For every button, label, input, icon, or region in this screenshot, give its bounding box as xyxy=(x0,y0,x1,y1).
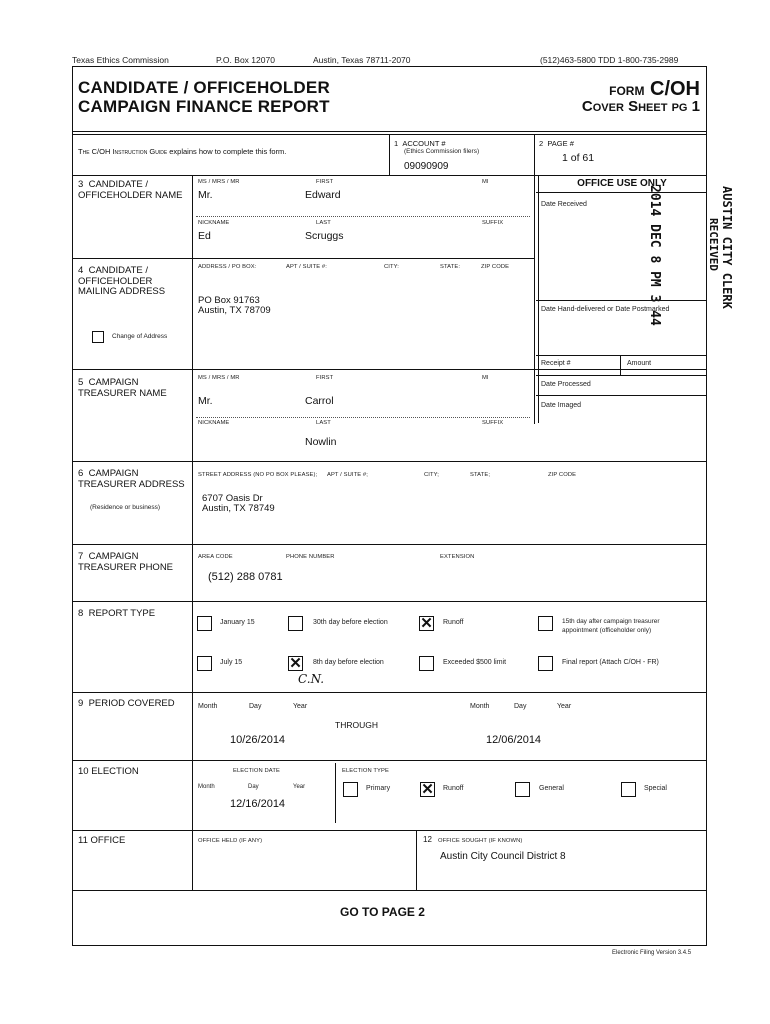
election-year-header: Year xyxy=(293,784,306,790)
divider xyxy=(72,131,707,132)
office-sought-value: Austin City Council District 8 xyxy=(440,851,566,862)
divider xyxy=(416,830,417,890)
election-day-header: Day xyxy=(248,784,259,790)
divider xyxy=(72,890,707,891)
report-january-checkbox[interactable] xyxy=(197,616,212,631)
office-use-title: OFFICE USE ONLY xyxy=(577,178,667,189)
divider xyxy=(536,375,707,376)
s7-phone-header: PHONE NUMBER xyxy=(286,554,335,560)
divider xyxy=(534,134,535,424)
change-of-address-label: Change of Address xyxy=(112,333,168,340)
s5-suffix-header: SUFFIX xyxy=(482,420,504,426)
instructions-text xyxy=(78,147,286,156)
divider xyxy=(72,461,707,462)
divider xyxy=(389,134,390,175)
period-to-day-header: Day xyxy=(514,703,527,710)
divider xyxy=(335,763,336,823)
report-july-checkbox[interactable] xyxy=(197,656,212,671)
page-number-value: 1 of 61 xyxy=(562,152,595,164)
s5-mi-header: MI xyxy=(482,375,489,381)
city-clerk-stamp: AUSTIN CITY CLERK xyxy=(720,186,734,309)
date-received-label: Date Received xyxy=(541,201,587,208)
section-6-label: 6 CAMPAIGN TREASURER ADDRESS xyxy=(78,468,185,490)
treasurer-address-line1: 6707 Oasis Dr xyxy=(202,493,263,504)
divider xyxy=(72,601,707,602)
s6-sublabel: (Residence or business) xyxy=(90,504,161,511)
divider xyxy=(620,355,621,375)
received-date-stamp: 2014 DEC 8 PM 3 44 xyxy=(647,185,662,326)
period-to-date: 12/06/2014 xyxy=(486,734,542,746)
form-title-line2: CAMPAIGN FINANCE REPORT xyxy=(78,97,330,116)
s6-state-header: STATE; xyxy=(470,472,491,478)
s6-city-header: CITY; xyxy=(424,472,439,478)
report-8day-label: 8th day before election xyxy=(313,659,384,666)
election-primary-checkbox[interactable] xyxy=(343,782,358,797)
report-final-label: Final report (Attach C/OH - FR) xyxy=(562,659,659,666)
report-15day-checkbox[interactable] xyxy=(538,616,553,631)
instructions-guide: The C/OH Instruction Guide xyxy=(78,147,168,156)
date-hand-delivered-label: Date Hand-delivered or Date Postmarked xyxy=(541,306,670,313)
cover-sheet-label: Cover Sheet pg 1 xyxy=(581,98,700,115)
s4-state-header: STATE: xyxy=(440,264,461,270)
election-primary-label: Primary xyxy=(366,785,391,792)
report-exceeded-checkbox[interactable] xyxy=(419,656,434,671)
period-to-month-header: Month xyxy=(470,703,490,710)
s5-first-header: FIRST xyxy=(316,375,334,381)
election-month-header: Month xyxy=(198,784,215,790)
s3-first-header: FIRST xyxy=(316,179,334,185)
treasurer-last-name: Nowlin xyxy=(305,436,337,448)
period-from-day-header: Day xyxy=(249,703,262,710)
election-runoff-label: Runoff xyxy=(443,785,464,792)
report-15day-label: 15th day after campaign treasurer appointment (officeholder only) xyxy=(562,618,660,634)
divider xyxy=(72,258,535,259)
form-code-value: C/OH xyxy=(650,78,700,100)
instructions-rest: explains how to complete this form. xyxy=(167,147,287,156)
s6-address-header: STREET ADDRESS (NO PO BOX PLEASE); xyxy=(198,472,318,478)
divider xyxy=(72,830,707,831)
account-sublabel: (Ethics Commission filers) xyxy=(404,148,480,155)
mailing-address-line1: PO Box 91763 xyxy=(198,295,260,306)
dotted-separator xyxy=(196,216,530,217)
receipt-label: Receipt # xyxy=(541,360,571,367)
section-11-label: 11 OFFICE xyxy=(78,835,126,846)
report-30day-checkbox[interactable] xyxy=(288,616,303,631)
period-to-year-header: Year xyxy=(557,703,572,710)
s7-extension-header: EXTENSION xyxy=(440,554,475,560)
treasurer-address-line2: Austin, TX 78749 xyxy=(202,503,275,514)
agency-city: Austin, Texas 78711-2070 xyxy=(313,55,411,65)
s3-suffix-header: SUFFIX xyxy=(482,220,504,226)
candidate-first-name: Edward xyxy=(305,189,341,201)
date-imaged-label: Date Imaged xyxy=(541,402,582,409)
s5-last-header: LAST xyxy=(316,420,331,426)
candidate-last-name: Scruggs xyxy=(305,230,344,242)
period-from-month-header: Month xyxy=(198,703,218,710)
report-runoff-checkbox[interactable]: ✕ xyxy=(420,615,433,632)
report-8day-checkbox[interactable]: ✕ xyxy=(289,655,302,672)
election-special-checkbox[interactable] xyxy=(621,782,636,797)
election-date: 12/16/2014 xyxy=(230,798,286,810)
s7-area-header: AREA CODE xyxy=(198,554,233,560)
s4-address-header: ADDRESS / PO BOX: xyxy=(198,264,257,270)
section-4-label: 4 CANDIDATE / OFFICEHOLDER MAILING ADDRESS xyxy=(78,265,166,297)
election-type-header: ELECTION TYPE xyxy=(342,768,389,774)
period-from-year-header: Year xyxy=(293,703,308,710)
date-processed-label: Date Processed xyxy=(541,381,591,388)
go-to-page-2: GO TO PAGE 2 xyxy=(340,905,425,919)
s6-apt-header: APT / SUITE #; xyxy=(327,472,368,478)
divider xyxy=(72,544,707,545)
electronic-filing-version: Electronic Filing Version 3.4.5 xyxy=(612,950,692,956)
report-july-label: July 15 xyxy=(220,659,243,666)
s4-city-header: CITY: xyxy=(384,264,399,270)
s6-zip-header: ZIP CODE xyxy=(548,472,577,478)
amount-label: Amount xyxy=(627,360,652,367)
page-number-label: 2 PAGE # xyxy=(539,139,574,148)
s4-apt-header: APT / SUITE #: xyxy=(286,264,327,270)
divider xyxy=(536,355,707,356)
treasurer-prefix: Mr. xyxy=(198,395,213,407)
form-title-line1: CANDIDATE / OFFICEHOLDER xyxy=(78,78,330,97)
s3-mi-header: MI xyxy=(482,179,489,185)
election-general-checkbox[interactable] xyxy=(515,782,530,797)
treasurer-first-name: Carrol xyxy=(305,395,334,407)
divider xyxy=(536,192,707,193)
account-number-value: 09090909 xyxy=(404,161,449,172)
report-final-checkbox[interactable] xyxy=(538,656,553,671)
divider xyxy=(536,300,707,301)
section-7-label: 7 CAMPAIGN TREASURER PHONE xyxy=(78,551,174,573)
candidate-prefix: Mr. xyxy=(198,189,213,201)
section-5-label: 5 CAMPAIGN TREASURER NAME xyxy=(78,377,167,399)
s5-nickname-header: NICKNAME xyxy=(198,420,230,426)
report-runoff-label: Runoff xyxy=(443,619,464,626)
mailing-address-line2: Austin, TX 78709 xyxy=(198,305,271,316)
section-9-label: 9 PERIOD COVERED xyxy=(78,698,175,709)
report-30day-label: 30th day before election xyxy=(313,619,388,626)
po-box: P.O. Box 12070 xyxy=(216,55,275,65)
office-held-header: OFFICE HELD (IF ANY) xyxy=(198,838,263,844)
s3-nickname-header: NICKNAME xyxy=(198,220,230,226)
election-general-label: General xyxy=(539,785,564,792)
report-january-label: January 15 xyxy=(220,619,255,626)
agency-name: Texas Ethics Commission xyxy=(72,55,169,65)
election-special-label: Special xyxy=(644,785,667,792)
divider xyxy=(72,692,707,693)
section-3-label: 3 CANDIDATE / OFFICEHOLDER NAME xyxy=(78,179,183,201)
change-of-address-checkbox[interactable] xyxy=(92,331,104,343)
handwritten-initials: C.N. xyxy=(298,672,325,686)
office-sought-header: OFFICE SOUGHT (IF KNOWN) xyxy=(438,838,523,844)
divider xyxy=(72,760,707,761)
account-number-label: 1 ACCOUNT # xyxy=(394,139,446,148)
agency-phones: (512)463-5800 TDD 1-800-735-2989 xyxy=(540,55,679,65)
election-runoff-checkbox[interactable]: ✕ xyxy=(421,781,434,798)
s5-prefix-header: MS / MRS / MR xyxy=(198,375,240,381)
s3-last-header: LAST xyxy=(316,220,331,226)
received-stamp: RECEIVED xyxy=(707,218,720,271)
section-8-label: 8 REPORT TYPE xyxy=(78,608,156,619)
period-through-label: THROUGH xyxy=(335,720,378,730)
election-date-header: ELECTION DATE xyxy=(233,768,280,774)
dotted-separator xyxy=(196,417,530,418)
candidate-nickname: Ed xyxy=(198,230,211,242)
s4-zip-header: ZIP CODE xyxy=(481,264,510,270)
label-column-divider xyxy=(192,175,193,890)
report-exceeded-label: Exceeded $500 limit xyxy=(443,659,507,666)
form-word: FORM xyxy=(609,84,645,98)
treasurer-phone: (512) 288 0781 xyxy=(208,571,283,583)
divider xyxy=(536,395,707,396)
section-12-number: 12 xyxy=(423,835,432,844)
section-10-label: 10 ELECTION xyxy=(78,766,139,777)
period-from-date: 10/26/2014 xyxy=(230,734,286,746)
s3-prefix-header: MS / MRS / MR xyxy=(198,179,240,185)
